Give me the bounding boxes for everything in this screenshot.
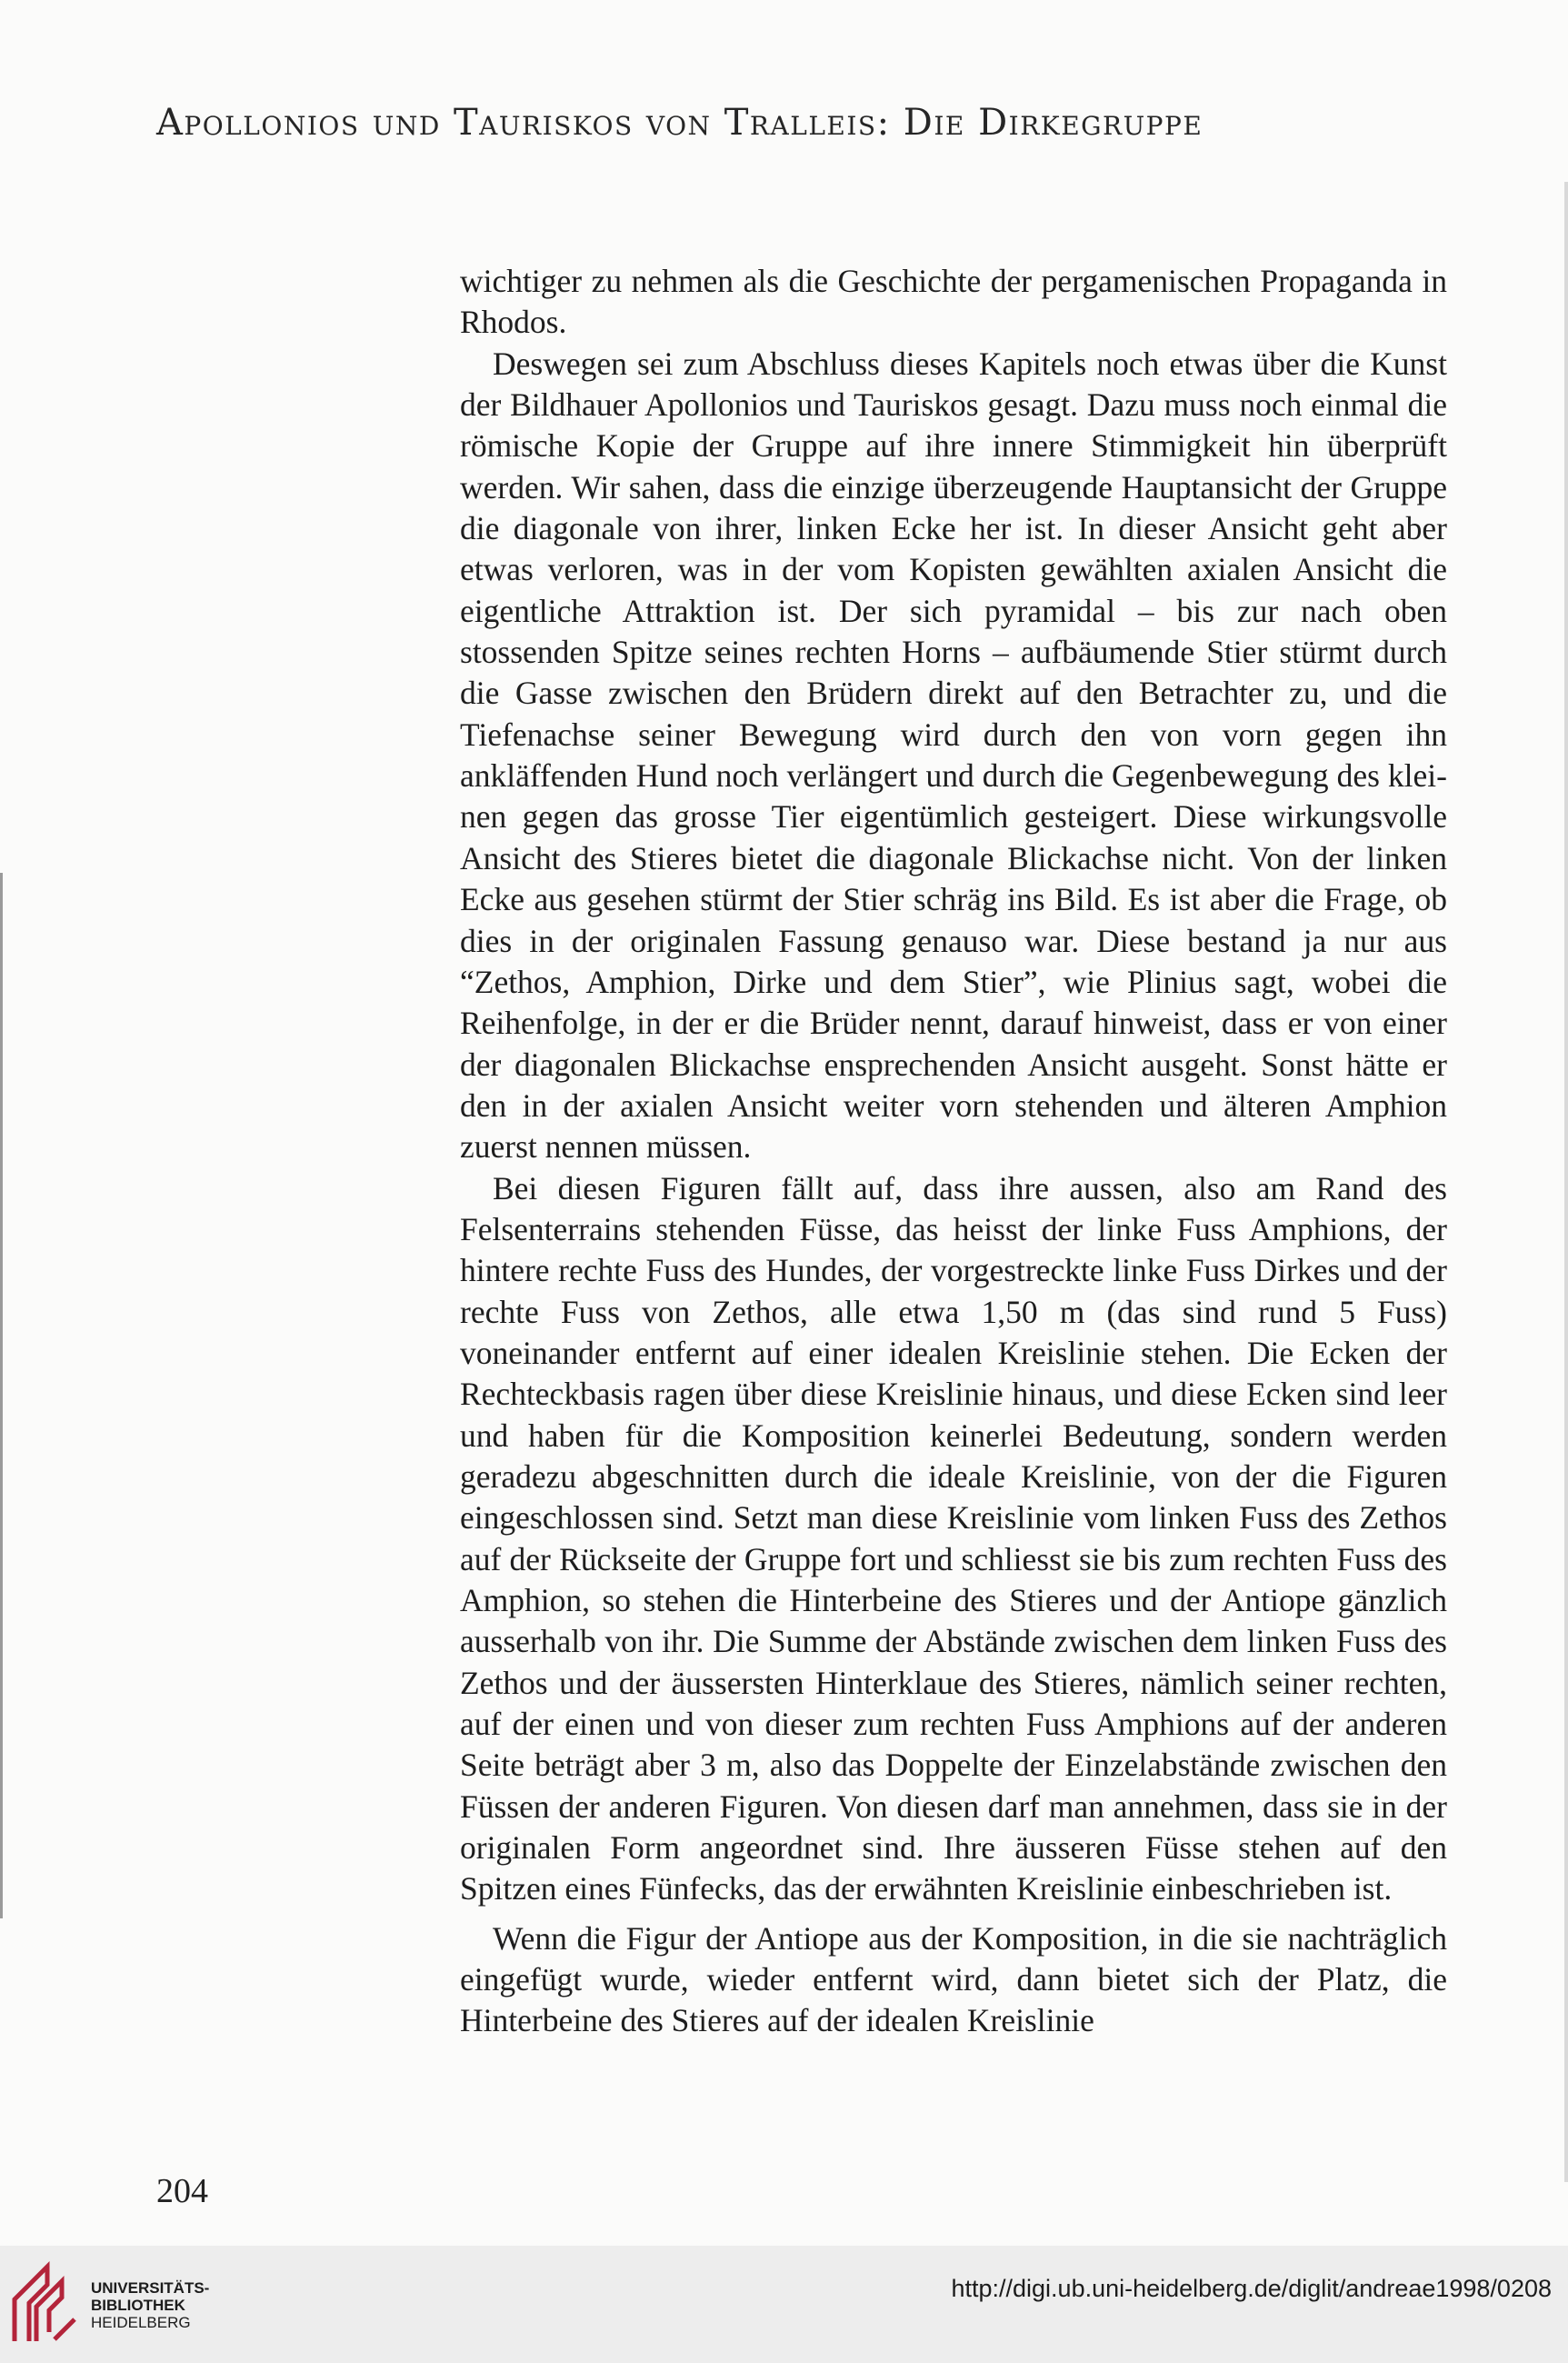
paragraph: wichtiger zu nehmen als die Geschichte der pergamenischen Propaganda in Rhodos. [460, 263, 1447, 341]
library-name-line: HEIDELBERG [91, 2314, 191, 2331]
digitization-footer [0, 2246, 1568, 2363]
library-name-line: BIBLIOTHEK [91, 2297, 185, 2314]
paragraph: Deswegen sei zum Abschluss dieses Kapitels noch etwas über die Kunst der Bildhauer Apollonios und Tauriskos gesagt. Dazu muss noch einmal die römische Kopie der Gruppe auf ihre innere Stimmigkeit hin überprüft werden. Wir sahen, dass die einzige überzeugende Hauptansicht der Gruppe die diagonale von ihrer, linken Ecke her ist. In dieser Ansicht geht aber etwas verloren, was in der vom Kopisten gewählten axialen Ansicht die eigentliche Attraktion ist. Der sich pyramidal – bis zur nach oben stossenden Spitze seines rechten Horns – aufbäumende Stier stürmt durch die Gasse zwischen den Brüdern direkt auf den Betrachter zu, und die Tiefenachse seiner Bewegung wird durch den von vorn gegen ihn ankläffenden Hund noch verlängert und durch die Gegenbewegung des kleinen gegen das grosse Tier eigentümlich gesteigert. Diese wirkungsvolle Ansicht des Stieres bietet die diagonale Blickachse nicht. Von der linken Ecke aus gesehen stürmt der Stier schräg ins Bild. Es ist aber die Frage, ob dies in der originalen Fassung genauso war. Diese bestand ja nur aus “Zethos, Amphion, Dirke und dem Stier”, wie Plinius sagt, wobei die Reihenfolge, in der er die Brüder nennt, darauf hinweist, dass er von einer der diagonalen Blickachse ensprechenden Ansicht ausgeht. Sonst hätte er den in der axialen Ansicht weiter vorn stehenden und älteren Amphion zuerst nennen müssen. [460, 345, 1447, 1166]
page-edge-shadow-right [1564, 182, 1568, 2182]
permalink-url[interactable]: http://digi.ub.uni-heidelberg.de/diglit/andreae1998/0208 [951, 2275, 1552, 2302]
university-library-logo-icon[interactable] [9, 2259, 82, 2346]
body-text [460, 261, 1447, 2042]
page-edge-shadow [0, 873, 3, 1918]
library-name [91, 2279, 209, 2331]
paragraph: Wenn die Figur der Antiope aus der Komposition, in die sie nachträglich eingefügt wurde, wieder entfernt wird, dann bietet sich der Platz, die Hinterbeine des Stieres auf der idealen Kreislinie [460, 1919, 1447, 2039]
library-name-line: UNIVERSITÄTS- [91, 2279, 210, 2297]
running-head: Apollonios und Tauriskos von Tralleis: Die Dirkegruppe [156, 102, 1203, 144]
page-number: 204 [156, 2172, 208, 2210]
paragraph: Bei diesen Figuren fällt auf, dass ihre aussen, also am Rand des Felsenterrains stehenden Füsse, das heisst der linke Fuss Amphions, der hintere rechte Fuss des Hundes, der vorgestreckte linke Fuss Dirkes und der rechte Fuss von Zethos, alle etwa 1,50 m (das sind rund 5 Fuss) voneinander entfernt auf einer idealen Kreislinie stehen. Die Ecken der Rechteckbasis ragen über diese Kreislinie hinaus, und diese Ecken sind leer und haben für die Komposition keinerlei Bedeutung, sondern werden geradezu abgeschnitten durch die ideale Kreislinie, von der die Figuren eingeschlossen sind. Setzt man diese Kreislinie vom linken Fuss des Zethos auf der Rückseite der Gruppe fort und schliesst sie bis zum rechten Fuss des Amphion, so stehen die Hinterbeine des Stieres und der Antiope gänzlich ausserhalb von ihr. Die Summe der Abstände zwischen dem linken Fuss des Zethos und der äussersten Hinterklaue des Stieres, nämlich seiner rechten, auf der einen und von dieser zum rechten Fuss Amphions auf der anderen Seite beträgt aber 3 m, also das Doppelte der Einzelabstände zwischen den Füssen der anderen Figuren. Von diesen darf man annehmen, dass sie in der originalen Form angeordnet sind. Ihre äusseren Füsse stehen auf den Spitzen eines Fünfecks, das der erwähnten Kreislinie einbeschrieben ist. [460, 1169, 1447, 1907]
